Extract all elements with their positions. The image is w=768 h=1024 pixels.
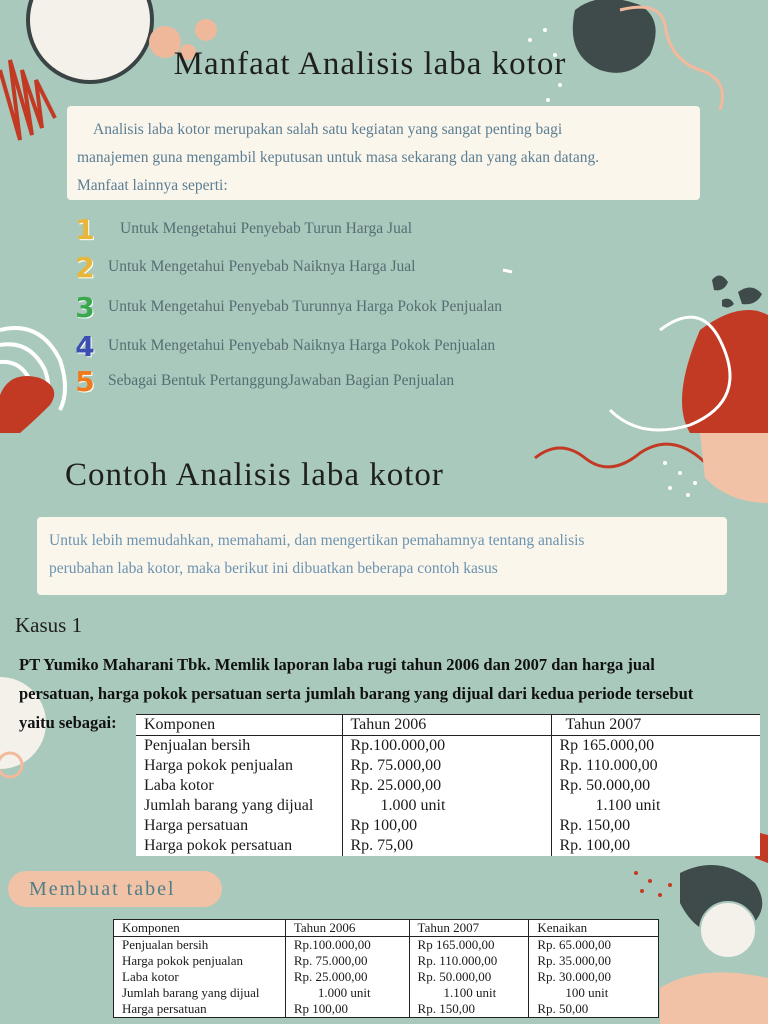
table-cell: Rp. 150,00 [551,816,760,836]
benefit-text-2: Untuk Mengetahui Penyebab Naiknya Harga Jual [108,258,416,275]
number-1-icon: 1 [75,212,95,246]
table-cell: 1.000 unit [285,985,409,1001]
number-5-icon: 5 [75,364,95,398]
number-3-icon: 3 [75,290,95,324]
benefit-text-1: Untuk Mengetahui Penyebab Turun Harga Jual [120,220,413,237]
table-header: Tahun 2006 [285,920,409,937]
benefit-item-5 [70,365,454,397]
table-cell: Laba kotor [144,777,214,794]
table-cell: Rp. 50.000,00 [409,969,529,985]
table-cell: Harga pokok penjualan [144,757,293,774]
table-cell: Harga pokok penjualan [122,953,244,968]
table-header-row [136,715,760,736]
table-cell: Rp. 35.000,00 [529,953,659,969]
table-row [114,969,659,985]
table-cell: Rp. 65.000,00 [529,937,659,954]
case-line-3: yaitu sebagai: [19,713,117,732]
table-row [136,736,760,757]
table-row [114,953,659,969]
table-cell: Rp. 50,00 [529,1001,659,1018]
number-2-icon: 2 [75,250,95,284]
table-cell: Laba kotor [122,969,179,984]
case-table [136,714,760,856]
table-cell: 1.000 unit [342,796,551,816]
table-cell: 1.100 unit [409,985,529,1001]
table-row [114,1001,659,1018]
intro-card [67,106,700,200]
table-row [114,985,659,1001]
table-cell: Rp.100.000,00 [342,736,551,757]
table-cell: Penjualan bersih [144,737,251,754]
benefit-text-3: Untuk Mengetahui Penyebab Turunnya Harga Pokok Penjualan [108,298,503,315]
table-header: Tahun 2007 [551,715,760,736]
page-title-manfaat: Manfaat Analisis laba kotor [173,46,567,82]
table-cell: Jumlah barang yang dijual [122,985,260,1000]
benefit-item-3 [70,291,502,323]
table-cell: Rp.100.000,00 [285,937,409,954]
table-cell: Harga persatuan [144,817,249,834]
benefit-item-2 [70,251,415,283]
benefit-item-4 [70,330,495,362]
table-cell: Rp 100,00 [285,1001,409,1018]
intro-line-2: manajemen guna mengambil keputusan untuk masa sekarang dan yang akan datang. [77,149,600,166]
table-header: Komponen [114,920,286,937]
slide-contoh [0,433,768,1024]
table-cell: Rp. 75.000,00 [342,756,551,776]
case-title: Kasus 1 [15,613,83,637]
table-header: Tahun 2006 [342,715,551,736]
intro-line-3: Manfaat lainnya seperti: [77,177,228,194]
section-label-membuat-tabel: Membuat tabel [8,871,222,907]
table-cell: Rp. 50.000,00 [551,776,760,796]
number-4-icon: 4 [75,329,95,363]
table-cell: Rp. 25.000,00 [285,969,409,985]
table-cell: Rp. 25.000,00 [342,776,551,796]
benefit-item-1 [70,213,412,245]
table-row [136,796,760,816]
table-cell: Harga persatuan [122,1001,207,1016]
table-cell: 100 unit [529,985,659,1001]
table-cell: 1.100 unit [551,796,760,816]
table-cell: Rp. 110.000,00 [551,756,760,776]
benefit-text-5: Sebagai Bentuk PertanggungJawaban Bagian Penjualan [108,372,455,389]
case-line-1: PT Yumiko Maharani Tbk. Memlik laporan laba rugi tahun 2006 dan 2007 dan harga jual [19,655,655,674]
table-cell: Rp. 30.000,00 [529,969,659,985]
page-title-contoh: Contoh Analisis laba kotor [65,457,444,493]
table-row [136,836,760,856]
table-cell: Penjualan bersih [122,937,209,952]
table-row [136,816,760,836]
table-cell: Rp 165.000,00 [551,736,760,757]
table-cell: Rp 165.000,00 [409,937,529,954]
table-cell: Rp 100,00 [342,816,551,836]
table-cell: Rp. 75,00 [342,836,551,856]
table-cell: Jumlah barang yang dijual [144,797,314,814]
case-line-2: persatuan, harga pokok persatuan serta jumlah barang yang dijual dari kedua periode tersebut [19,684,694,703]
table-cell: Rp. 150,00 [409,1001,529,1018]
table-row [136,776,760,796]
example-intro-line-2: perubahan laba kotor, maka berikut ini dibuatkan beberapa contoh kasus [49,560,498,577]
table-header: Komponen [136,715,342,736]
table-row [136,756,760,776]
table-header-row [114,920,659,937]
table-header: Tahun 2007 [409,920,529,937]
comparison-table [113,919,659,1018]
table-cell: Rp. 110.000,00 [409,953,529,969]
intro-line-1: Analisis laba kotor merupakan salah satu kegiatan yang sangat penting bagi [93,121,563,138]
slide-manfaat [0,0,768,433]
table-cell: Harga pokok persatuan [144,837,293,854]
table-row [114,937,659,954]
example-intro-line-1: Untuk lebih memudahkan, memahami, dan mengertikan pemahamnya tentang analisis [49,532,585,549]
example-intro-card [37,517,727,595]
table-cell: Rp. 100,00 [551,836,760,856]
benefit-text-4: Untuk Mengetahui Penyebab Naiknya Harga Pokok Penjualan [108,337,496,354]
table-cell: Rp. 75.000,00 [285,953,409,969]
table-header: Kenaikan [529,920,659,937]
